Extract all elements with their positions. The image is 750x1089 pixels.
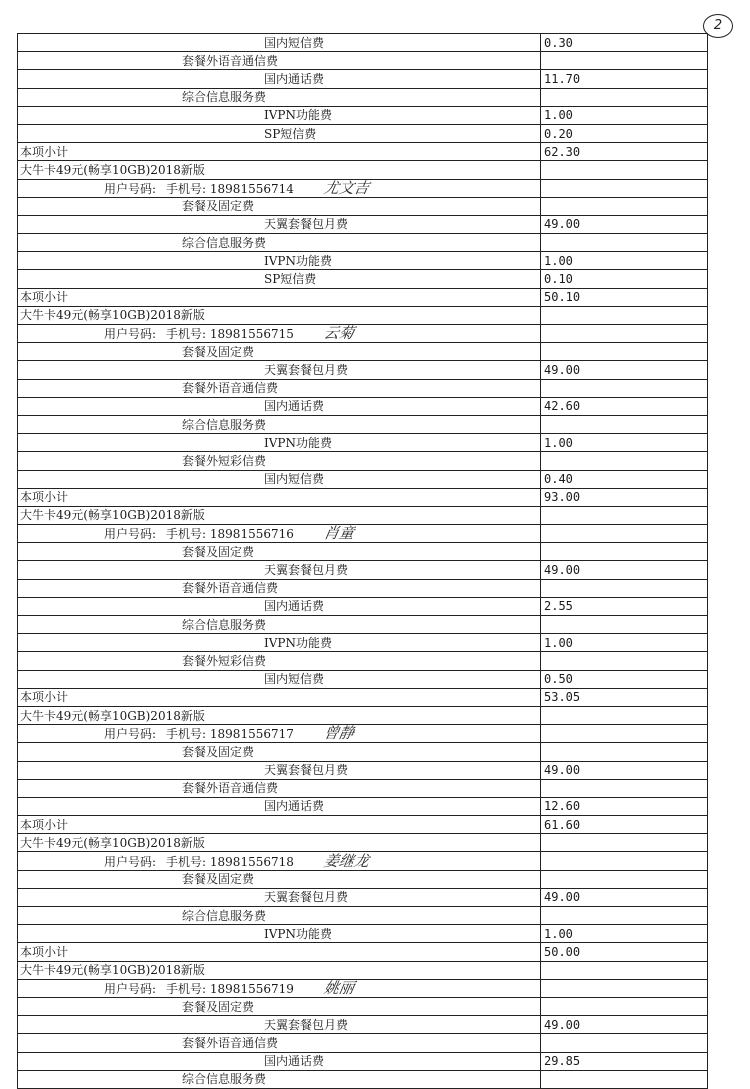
fee-item-label: 天翼套餐包月费	[264, 1017, 349, 1032]
item-label-cell	[18, 852, 541, 870]
item-label-cell	[18, 234, 541, 252]
item-row	[18, 1052, 708, 1070]
amount-cell: 49.00	[541, 761, 708, 779]
fee-item-label: IVPN功能费	[264, 926, 332, 941]
fee-item-label: 综合信息服务费	[182, 1072, 267, 1087]
item-label-cell	[18, 888, 541, 906]
item-row	[18, 270, 708, 288]
amount-cell	[541, 52, 708, 70]
subtotal-row	[18, 288, 708, 306]
subtotal-row	[18, 488, 708, 506]
amount-cell: 49.00	[541, 561, 708, 579]
amount-cell	[541, 415, 708, 433]
phone-number: 手机号: 18981556715	[166, 327, 294, 342]
amount-cell	[541, 325, 708, 343]
item-label-cell	[18, 124, 541, 142]
amount-cell	[541, 907, 708, 925]
amount-cell	[541, 779, 708, 797]
item-label-cell	[18, 215, 541, 233]
amount-cell	[541, 579, 708, 597]
item-row	[18, 925, 708, 943]
fee-item-label: 套餐外语音通信费	[182, 781, 279, 796]
amount-cell	[541, 852, 708, 870]
item-row	[18, 907, 708, 925]
item-label-cell	[18, 88, 541, 106]
amount-cell: 1.00	[541, 106, 708, 124]
fee-item-label: IVPN功能费	[264, 253, 332, 268]
user-number-label: 用户号码:	[104, 327, 157, 342]
amount-cell: 0.20	[541, 124, 708, 142]
item-row	[18, 197, 708, 215]
item-label-cell	[18, 506, 541, 524]
phone-number: 手机号: 18981556714	[166, 181, 294, 196]
amount-cell: 1.00	[541, 925, 708, 943]
item-label-cell	[18, 470, 541, 488]
handwritten-signature: 肖童	[322, 524, 356, 543]
item-label-cell	[18, 197, 541, 215]
item-label-cell	[18, 325, 541, 343]
fee-item-label: 套餐外语音通信费	[182, 581, 279, 596]
item-row	[18, 597, 708, 615]
amount-cell: 49.00	[541, 888, 708, 906]
fee-item-label: 国内短信费	[264, 35, 325, 50]
fee-item-label: 综合信息服务费	[182, 417, 267, 432]
item-label-cell	[18, 452, 541, 470]
item-row	[18, 634, 708, 652]
item-row	[18, 997, 708, 1015]
item-label-cell	[18, 1034, 541, 1052]
item-row	[18, 343, 708, 361]
item-row	[18, 124, 708, 142]
amount-cell	[541, 997, 708, 1015]
fee-item-label: 国内通话费	[264, 71, 325, 86]
item-label-cell	[18, 70, 541, 88]
item-label-cell	[18, 1052, 541, 1070]
amount-cell: 49.00	[541, 361, 708, 379]
fee-item-label: 综合信息服务费	[182, 908, 267, 923]
amount-cell	[541, 979, 708, 997]
user-row	[18, 325, 708, 343]
amount-cell: 50.00	[541, 943, 708, 961]
item-label-cell	[18, 1070, 541, 1088]
amount-cell	[541, 88, 708, 106]
amount-cell	[541, 725, 708, 743]
item-row	[18, 1070, 708, 1088]
item-label-cell	[18, 1016, 541, 1034]
plan-name: 大牛卡49元(畅享10GB)2018新版	[20, 708, 205, 723]
handwritten-signature: 姚丽	[322, 978, 356, 997]
bill-table-body	[18, 34, 708, 1089]
subtotal-label: 本项小计	[20, 290, 69, 305]
plan-row	[18, 161, 708, 179]
handwritten-signature: 曾静	[322, 724, 356, 743]
item-row	[18, 561, 708, 579]
item-row	[18, 252, 708, 270]
item-row	[18, 106, 708, 124]
amount-cell: 0.40	[541, 470, 708, 488]
amount-cell	[541, 706, 708, 724]
phone-number: 手机号: 18981556717	[166, 727, 294, 742]
user-number-label: 用户号码:	[104, 527, 157, 542]
fee-item-label: IVPN功能费	[264, 108, 332, 123]
fee-item-label: 综合信息服务费	[182, 90, 267, 105]
fee-item-label: 天翼套餐包月费	[264, 563, 349, 578]
subtotal-row	[18, 816, 708, 834]
item-label-cell	[18, 34, 541, 52]
amount-cell: 61.60	[541, 816, 708, 834]
plan-row	[18, 706, 708, 724]
fee-item-label: 套餐外语音通信费	[182, 381, 279, 396]
fee-item-label: IVPN功能费	[264, 435, 332, 450]
amount-cell	[541, 343, 708, 361]
item-label-cell	[18, 343, 541, 361]
item-label-cell	[18, 943, 541, 961]
plan-name: 大牛卡49元(畅享10GB)2018新版	[20, 963, 205, 978]
amount-cell: 62.30	[541, 143, 708, 161]
item-label-cell	[18, 979, 541, 997]
item-row	[18, 434, 708, 452]
item-label-cell	[18, 706, 541, 724]
amount-cell: 53.05	[541, 688, 708, 706]
amount-cell	[541, 870, 708, 888]
fee-item-label: 套餐及固定费	[182, 872, 255, 887]
item-row	[18, 888, 708, 906]
item-row	[18, 361, 708, 379]
fee-item-label: 综合信息服务费	[182, 617, 267, 632]
item-row	[18, 234, 708, 252]
item-row	[18, 670, 708, 688]
fee-item-label: 天翼套餐包月费	[264, 217, 349, 232]
user-row	[18, 179, 708, 197]
item-label-cell	[18, 361, 541, 379]
item-row	[18, 379, 708, 397]
fee-item-label: 国内通话费	[264, 399, 325, 414]
item-label-cell	[18, 616, 541, 634]
user-number-label: 用户号码:	[104, 854, 157, 869]
amount-cell	[541, 743, 708, 761]
page-number-mark: 2	[703, 14, 733, 38]
item-row	[18, 470, 708, 488]
amount-cell: 49.00	[541, 215, 708, 233]
item-row	[18, 88, 708, 106]
amount-cell: 0.30	[541, 34, 708, 52]
item-label-cell	[18, 306, 541, 324]
fee-item-label: 天翼套餐包月费	[264, 362, 349, 377]
fee-item-label: 天翼套餐包月费	[264, 890, 349, 905]
user-row	[18, 525, 708, 543]
user-number-label: 用户号码:	[104, 981, 157, 996]
subtotal-row	[18, 688, 708, 706]
amount-cell	[541, 961, 708, 979]
subtotal-label: 本项小计	[20, 817, 69, 832]
subtotal-label: 本项小计	[20, 144, 69, 159]
item-row	[18, 397, 708, 415]
item-label-cell	[18, 288, 541, 306]
item-label-cell	[18, 397, 541, 415]
user-number-label: 用户号码:	[104, 181, 157, 196]
item-row	[18, 415, 708, 433]
item-row	[18, 1034, 708, 1052]
plan-row	[18, 306, 708, 324]
plan-name: 大牛卡49元(畅享10GB)2018新版	[20, 162, 205, 177]
item-label-cell	[18, 834, 541, 852]
subtotal-label: 本项小计	[20, 690, 69, 705]
handwritten-signature: 尤文吉	[322, 178, 371, 197]
fee-item-label: 套餐及固定费	[182, 999, 255, 1014]
handwritten-signature: 云菊	[322, 324, 356, 343]
phone-number: 手机号: 18981556719	[166, 981, 294, 996]
plan-name: 大牛卡49元(畅享10GB)2018新版	[20, 508, 205, 523]
fee-item-label: SP短信费	[264, 272, 317, 287]
amount-cell: 1.00	[541, 252, 708, 270]
amount-cell	[541, 652, 708, 670]
fee-item-label: 套餐及固定费	[182, 744, 255, 759]
item-label-cell	[18, 670, 541, 688]
item-label-cell	[18, 743, 541, 761]
item-row	[18, 70, 708, 88]
amount-cell: 50.10	[541, 288, 708, 306]
fee-item-label: 综合信息服务费	[182, 235, 267, 250]
amount-cell	[541, 452, 708, 470]
amount-cell: 1.00	[541, 434, 708, 452]
item-row	[18, 1016, 708, 1034]
item-row	[18, 779, 708, 797]
bill-table	[17, 33, 708, 1089]
item-row	[18, 797, 708, 815]
fee-item-label: 套餐外短彩信费	[182, 453, 267, 468]
fee-item-label: 国内短信费	[264, 672, 325, 687]
item-row	[18, 34, 708, 52]
fee-item-label: 国内通话费	[264, 599, 325, 614]
user-number-label: 用户号码:	[104, 727, 157, 742]
item-label-cell	[18, 925, 541, 943]
item-label-cell	[18, 961, 541, 979]
item-label-cell	[18, 907, 541, 925]
item-row	[18, 52, 708, 70]
fee-item-label: 套餐外语音通信费	[182, 1035, 279, 1050]
fee-item-label: SP短信费	[264, 126, 317, 141]
amount-cell	[541, 616, 708, 634]
fee-item-label: 套餐及固定费	[182, 199, 255, 214]
item-row	[18, 743, 708, 761]
item-label-cell	[18, 161, 541, 179]
amount-cell	[541, 525, 708, 543]
amount-cell	[541, 179, 708, 197]
item-label-cell	[18, 543, 541, 561]
amount-cell	[541, 1034, 708, 1052]
item-label-cell	[18, 761, 541, 779]
amount-cell	[541, 234, 708, 252]
amount-cell: 29.85	[541, 1052, 708, 1070]
item-row	[18, 543, 708, 561]
item-label-cell	[18, 379, 541, 397]
amount-cell	[541, 834, 708, 852]
item-label-cell	[18, 561, 541, 579]
item-row	[18, 652, 708, 670]
amount-cell	[541, 161, 708, 179]
fee-item-label: 套餐及固定费	[182, 344, 255, 359]
item-label-cell	[18, 106, 541, 124]
item-label-cell	[18, 270, 541, 288]
amount-cell	[541, 543, 708, 561]
phone-number: 手机号: 18981556716	[166, 527, 294, 542]
item-label-cell	[18, 52, 541, 70]
item-row	[18, 579, 708, 597]
item-label-cell	[18, 179, 541, 197]
item-label-cell	[18, 579, 541, 597]
fee-item-label: 国内通话费	[264, 799, 325, 814]
amount-cell	[541, 306, 708, 324]
item-label-cell	[18, 525, 541, 543]
item-label-cell	[18, 779, 541, 797]
amount-cell: 12.60	[541, 797, 708, 815]
amount-cell	[541, 197, 708, 215]
fee-item-label: 国内通话费	[264, 1054, 325, 1069]
subtotal-row	[18, 943, 708, 961]
item-label-cell	[18, 997, 541, 1015]
item-row	[18, 870, 708, 888]
item-label-cell	[18, 816, 541, 834]
amount-cell: 0.50	[541, 670, 708, 688]
amount-cell	[541, 379, 708, 397]
item-label-cell	[18, 597, 541, 615]
item-label-cell	[18, 725, 541, 743]
subtotal-label: 本项小计	[20, 490, 69, 505]
subtotal-row	[18, 143, 708, 161]
subtotal-label: 本项小计	[20, 944, 69, 959]
amount-cell	[541, 1070, 708, 1088]
plan-name: 大牛卡49元(畅享10GB)2018新版	[20, 308, 205, 323]
item-label-cell	[18, 415, 541, 433]
amount-cell: 93.00	[541, 488, 708, 506]
fee-item-label: 天翼套餐包月费	[264, 763, 349, 778]
amount-cell: 42.60	[541, 397, 708, 415]
item-label-cell	[18, 688, 541, 706]
item-label-cell	[18, 143, 541, 161]
item-row	[18, 616, 708, 634]
amount-cell	[541, 506, 708, 524]
fee-item-label: 套餐及固定费	[182, 544, 255, 559]
handwritten-signature: 姜继龙	[322, 851, 371, 870]
phone-number: 手机号: 18981556718	[166, 854, 294, 869]
fee-item-label: 套餐外语音通信费	[182, 53, 279, 68]
fee-item-label: IVPN功能费	[264, 635, 332, 650]
user-row	[18, 725, 708, 743]
amount-cell: 2.55	[541, 597, 708, 615]
fee-item-label: 套餐外短彩信费	[182, 653, 267, 668]
item-label-cell	[18, 488, 541, 506]
item-row	[18, 761, 708, 779]
plan-row	[18, 506, 708, 524]
user-row	[18, 979, 708, 997]
bill-sheet	[17, 33, 707, 1089]
fee-item-label: 国内短信费	[264, 472, 325, 487]
plan-name: 大牛卡49元(畅享10GB)2018新版	[20, 835, 205, 850]
item-label-cell	[18, 634, 541, 652]
item-row	[18, 215, 708, 233]
amount-cell: 49.00	[541, 1016, 708, 1034]
item-label-cell	[18, 870, 541, 888]
item-label-cell	[18, 652, 541, 670]
amount-cell: 1.00	[541, 634, 708, 652]
item-label-cell	[18, 434, 541, 452]
plan-row	[18, 834, 708, 852]
item-label-cell	[18, 797, 541, 815]
amount-cell: 0.10	[541, 270, 708, 288]
user-row	[18, 852, 708, 870]
item-row	[18, 452, 708, 470]
plan-row	[18, 961, 708, 979]
amount-cell: 11.70	[541, 70, 708, 88]
item-label-cell	[18, 252, 541, 270]
